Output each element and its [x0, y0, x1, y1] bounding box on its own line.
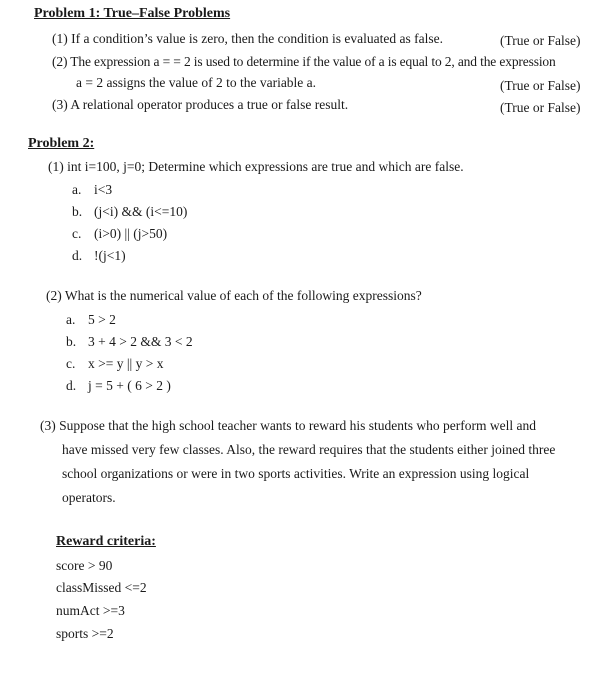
p2-part2-prompt: (2) What is the numerical value of each of the following expressions?: [46, 288, 422, 303]
p2-part3-line-2: have missed very few classes. Also, the reward requires that the students either joined three: [62, 442, 556, 457]
p1-answer-2: (True or False): [500, 78, 581, 93]
reward-criterion-numact: numAct >=3: [56, 603, 125, 618]
p1-item-1: (1) If a condition’s value is zero, then the condition is evaluated as false.: [52, 31, 443, 46]
p2-part3-line-3: school organizations or were in two sports activities. Write an expression using logical: [62, 466, 530, 481]
reward-criterion-score: score > 90: [56, 558, 113, 573]
p1-item-3: (3) A relational operator produces a true or false result.: [52, 97, 349, 112]
p2-part2-expr-c: x >= y || y > x: [88, 356, 164, 371]
p2-part1-expr-b: (j<i) && (i<=10): [94, 204, 188, 219]
p1-answer-3: (True or False): [500, 100, 581, 115]
p1-answer-1: (True or False): [500, 33, 581, 48]
p2-part2-expr-d: j = 5 + ( 6 > 2 ): [88, 378, 171, 393]
reward-criteria-title: Reward criteria:: [56, 534, 156, 549]
p2-part1-prompt: (1) int i=100, j=0; Determine which expressions are true and which are false.: [48, 159, 464, 174]
p2-part2-label-d: d.: [66, 378, 77, 393]
p2-part1-expr-a: i<3: [94, 182, 113, 197]
p2-part1-expr-d: !(j<1): [94, 248, 126, 263]
p2-part3-line-4: operators.: [62, 490, 116, 505]
problem1-title: Problem 1: True–False Problems: [34, 6, 231, 21]
p2-part1-expr-c: (i>0) || (j>50): [94, 226, 168, 241]
p2-part3-line-1: (3) Suppose that the high school teacher wants to reward his students who perform well and: [40, 418, 537, 433]
p2-part1-label-c: c.: [72, 226, 82, 241]
problem2-title: Problem 2:: [28, 136, 95, 151]
p2-part2-label-a: a.: [66, 312, 76, 327]
p2-part2-expr-a: 5 > 2: [88, 312, 116, 327]
reward-criterion-sports: sports >=2: [56, 626, 114, 641]
reward-criterion-classmissed: classMissed <=2: [56, 580, 147, 595]
p2-part1-label-b: b.: [72, 204, 83, 219]
p2-part2-expr-b: 3 + 4 > 2 && 3 < 2: [88, 334, 193, 349]
p2-part1-label-d: d.: [72, 248, 83, 263]
p1-item-2: (2) The expression a = = 2 is used to determine if the value of a is equal to 2, and the expression: [52, 54, 556, 69]
p2-part2-label-b: b.: [66, 334, 77, 349]
p1-item-2-cont: a = 2 assigns the value of 2 to the variable a.: [76, 75, 317, 90]
p2-part2-label-c: c.: [66, 356, 76, 371]
p2-part1-label-a: a.: [72, 182, 82, 197]
